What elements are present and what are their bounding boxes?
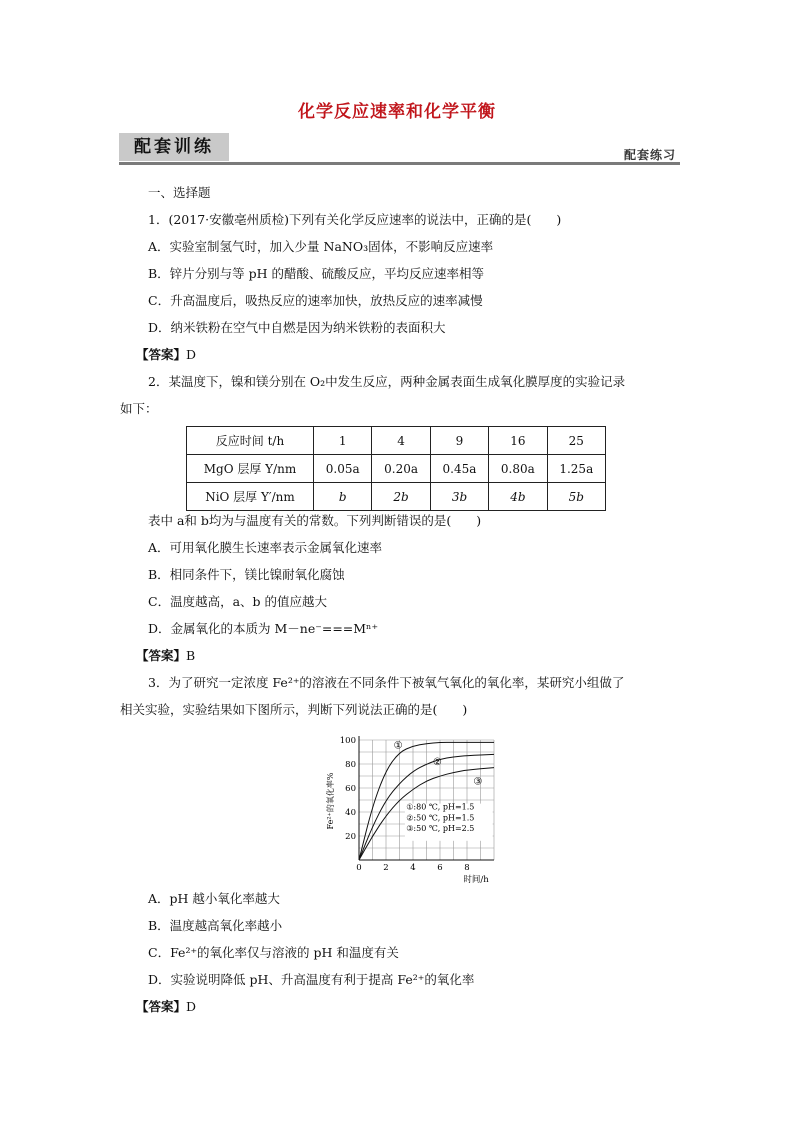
banner-divider [119,162,680,165]
y-tick-label: 100 [339,736,356,746]
oxidation-rate-chart [324,728,504,888]
q1-option-c: C．升高温度后，吸热反应的速率加快，放热反应的速率减慢 [148,293,483,308]
q3-stem-line2: 相关实验，实验结果如下图所示，判断下列说法正确的是( ) [120,702,468,717]
table-cell: MgO 层厚 Y/nm [187,455,314,483]
q3-option-c: C．Fe²⁺的氧化率仅与溶液的 pH 和温度有关 [148,945,399,960]
answer-value: D [186,999,197,1014]
q1-option-b: B．锌片分别与等 pH 的醋酸、硫酸反应，平均反应速率相等 [148,266,485,281]
y-tick-labels [340,736,356,842]
q3-option-d: D．实验说明降低 pH、升高温度有利于提高 Fe²⁺的氧化率 [148,972,475,987]
x-tick-label: 0 [356,863,362,873]
page-title: 化学反应速率和化学平衡 [298,102,496,122]
oxide-thickness-table [186,426,606,511]
answer-value: B [186,648,196,663]
table-cell: b [314,483,372,511]
q3-stem-line1: 3．为了研究一定浓度 Fe²⁺的溶液在不同条件下被氧气氧化的氧化率，某研究小组做了 [148,675,625,690]
section-heading: 一、选择题 [148,185,211,200]
series-label: ② [432,757,442,769]
table-cell: 1.25a [547,455,605,483]
legend-entry: ①:80 ℃, pH=1.5 [406,802,475,812]
table-row [187,427,606,455]
q2-stem-line1: 2．某温度下，镍和镁分别在 O₂中发生反应，两种金属表面生成氧化膜厚度的实验记录 [148,374,626,389]
table-row [187,455,606,483]
table-cell: 5b [547,483,605,511]
table-cell: 9 [430,427,488,455]
y-tick-label: 40 [345,808,356,818]
q3-option-a: A．pH 越小氧化率越大 [148,891,280,906]
q1-stem: 1．(2017·安徽亳州质检)下列有关化学反应速率的说法中，正确的是( ) [148,212,562,227]
table-cell: 16 [489,427,547,455]
q2-option-d: D．金属氧化的本质为 M－ne⁻===Mⁿ⁺ [148,621,379,636]
q3-option-b: B．温度越高氧化率越小 [148,918,283,933]
table-cell: 0.80a [489,455,547,483]
table-cell: 0.05a [314,455,372,483]
table-cell: 0.20a [372,455,430,483]
series-label: ① [393,740,403,752]
q2-option-a: A．可用氧化膜生长速率表示金属氧化速率 [148,540,383,555]
table-cell: 反应时间 t/h [187,427,314,455]
table-cell: NiO 层厚 Y′/nm [187,483,314,511]
table-cell: 0.45a [430,455,488,483]
table-cell: 1 [314,427,372,455]
legend-entry: ②:50 ℃, pH=1.5 [406,813,475,823]
x-axis-label: 时间/h [463,875,489,885]
answer-tag: 【答案】 [136,347,187,362]
q1-answer [136,346,196,364]
x-tick-labels [356,863,469,873]
y-tick-label: 60 [345,784,356,794]
x-tick-label: 8 [464,863,470,873]
q2-stem-line2: 如下： [120,401,158,416]
q2-option-b: B．相同条件下，镁比镍耐氧化腐蚀 [148,567,345,582]
legend-entry: ③:50 ℃, pH=2.5 [406,824,475,834]
answer-tag: 【答案】 [136,999,187,1014]
section-banner: 配套训练 [119,133,229,161]
x-tick-label: 6 [437,863,443,873]
banner-right-label: 配套练习 [623,148,676,162]
table-row [187,483,606,511]
y-tick-label: 20 [345,832,356,842]
q1-option-a: A．实验室制氢气时，加入少量 NaNO₃固体，不影响反应速率 [148,239,494,254]
q2-option-c: C．温度越高，a、b 的值应越大 [148,594,327,609]
answer-tag: 【答案】 [136,648,187,663]
series-label: ③ [473,776,483,788]
chart-legend [405,803,493,841]
answer-value: D [186,347,197,362]
table-cell: 4 [372,427,430,455]
x-tick-label: 4 [410,863,416,873]
x-tick-label: 2 [383,863,389,873]
y-axis-label: Fe²⁺的氧化率% [326,772,335,830]
table-cell: 3b [430,483,488,511]
y-tick-label: 80 [345,760,356,770]
q2-answer [136,647,195,665]
table-cell: 4b [489,483,547,511]
chart-grid [359,740,494,860]
q2-note: 表中 a和 b均为与温度有关的常数。下列判断错误的是( ) [148,513,482,528]
q3-answer [136,998,196,1016]
table-cell: 2b [372,483,430,511]
table-cell: 25 [547,427,605,455]
q1-option-d: D．纳米铁粉在空气中自燃是因为纳米铁粉的表面积大 [148,320,446,335]
